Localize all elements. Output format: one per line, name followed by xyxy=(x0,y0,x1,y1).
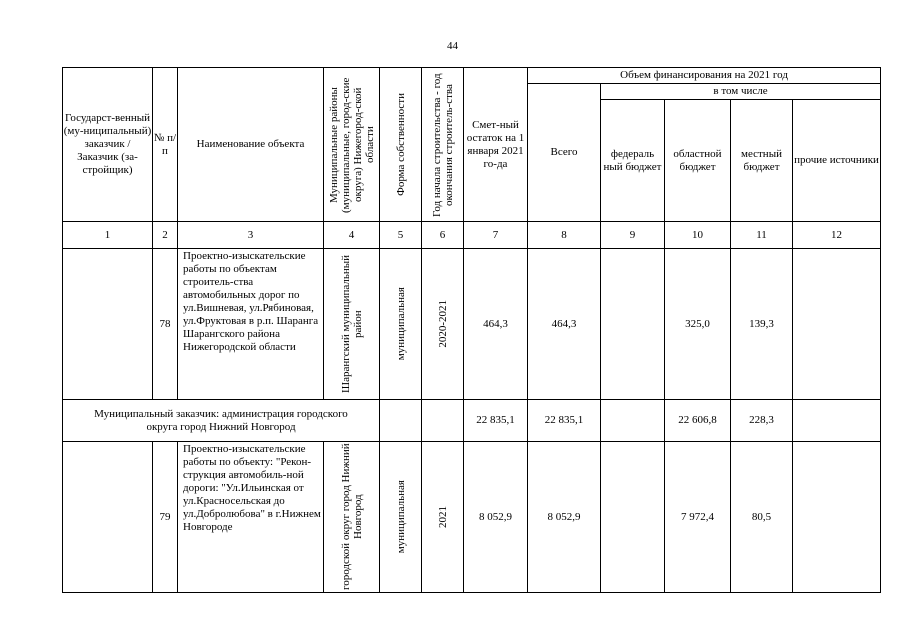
header-years xyxy=(422,68,464,222)
row-number: 78 xyxy=(153,249,178,400)
header-customer: Государст-венный (му-ниципальный) заказчик / Заказчик (за-стройщик) xyxy=(63,68,153,222)
header-including: в том числе xyxy=(601,84,881,100)
other-value xyxy=(793,442,881,593)
col-num: 7 xyxy=(464,222,528,249)
table-row-78 xyxy=(63,249,881,400)
page-number: 44 xyxy=(447,40,458,52)
empty-cell xyxy=(63,442,153,593)
years-text: 2021 xyxy=(436,506,449,528)
col-num: 1 xyxy=(63,222,153,249)
years-cell xyxy=(422,442,464,593)
federal-value xyxy=(601,400,665,442)
header-years-text: Год начала строительства - год окончания строитель-ства xyxy=(430,72,455,217)
balance-value: 464,3 xyxy=(464,249,528,400)
header-other: прочие источники xyxy=(793,100,881,222)
district-text: Шарангский муниципальный район xyxy=(339,254,364,394)
header-funding: Объем финансирования на 2021 год xyxy=(528,68,881,84)
funding-table xyxy=(62,67,881,593)
total-value: 22 835,1 xyxy=(528,400,601,442)
total-value: 8 052,9 xyxy=(528,442,601,593)
other-value xyxy=(793,249,881,400)
years-cell xyxy=(422,249,464,400)
object-name: Проектно-изыскательские работы по объектам строитель-ства автомобильных дорог по ул.Вишневая, ул.Рябиновая, ул.Фруктовая в р.п. Шаранга Шарангского района Нижегородской области xyxy=(178,249,324,400)
local-value: 80,5 xyxy=(731,442,793,593)
header-ownership xyxy=(380,68,422,222)
local-value: 228,3 xyxy=(731,400,793,442)
col-num: 8 xyxy=(528,222,601,249)
header-federal: федераль ный бюджет xyxy=(601,100,665,222)
col-num: 4 xyxy=(324,222,380,249)
empty-cell xyxy=(380,400,422,442)
other-value xyxy=(793,400,881,442)
district-cell xyxy=(324,442,380,593)
col-num: 12 xyxy=(793,222,881,249)
header-number: № п/ п xyxy=(153,68,178,222)
district-cell xyxy=(324,249,380,400)
ownership-cell xyxy=(380,249,422,400)
regional-value: 325,0 xyxy=(665,249,731,400)
header-object-name: Наименование объекта xyxy=(178,68,324,222)
column-numbers-row xyxy=(63,222,881,249)
local-value: 139,3 xyxy=(731,249,793,400)
ownership-cell xyxy=(380,442,422,593)
col-num: 2 xyxy=(153,222,178,249)
header-total: Всего xyxy=(528,84,601,222)
federal-value xyxy=(601,442,665,593)
balance-value: 8 052,9 xyxy=(464,442,528,593)
customer-row xyxy=(63,400,881,442)
total-value: 464,3 xyxy=(528,249,601,400)
header-ownership-text: Форма собственности xyxy=(394,93,407,196)
ownership-text: муниципальная xyxy=(394,480,407,554)
header-district xyxy=(324,68,380,222)
header-balance: Смет-ный остаток на 1 января 2021 го-да xyxy=(464,68,528,222)
col-num: 6 xyxy=(422,222,464,249)
col-num: 11 xyxy=(731,222,793,249)
header-local: местный бюджет xyxy=(731,100,793,222)
header-district-text: Муниципальные районы (муниципальные, город-ские округа) Нижегород-ской области xyxy=(327,76,376,213)
regional-value: 22 606,8 xyxy=(665,400,731,442)
col-num: 9 xyxy=(601,222,665,249)
customer-label: Муниципальный заказчик: администрация городского округа город Нижний Новгород xyxy=(63,400,380,442)
years-text: 2020-2021 xyxy=(436,300,449,348)
empty-cell xyxy=(422,400,464,442)
row-number: 79 xyxy=(153,442,178,593)
district-text: городской округ город Нижний Новгород xyxy=(339,443,364,591)
balance-value: 22 835,1 xyxy=(464,400,528,442)
header-regional: областной бюджет xyxy=(665,100,731,222)
ownership-text: муниципальная xyxy=(394,287,407,361)
col-num: 5 xyxy=(380,222,422,249)
col-num: 10 xyxy=(665,222,731,249)
col-num: 3 xyxy=(178,222,324,249)
table-row-79 xyxy=(63,442,881,593)
regional-value: 7 972,4 xyxy=(665,442,731,593)
object-name: Проектно-изыскательские работы по объекту: "Рекон-струкция автомобиль-ной дороги: "Ул.Ильинская от ул.Красносельская до ул.Добролюбова" в г.Нижнем Новгороде xyxy=(178,442,324,593)
federal-value xyxy=(601,249,665,400)
empty-cell xyxy=(63,249,153,400)
